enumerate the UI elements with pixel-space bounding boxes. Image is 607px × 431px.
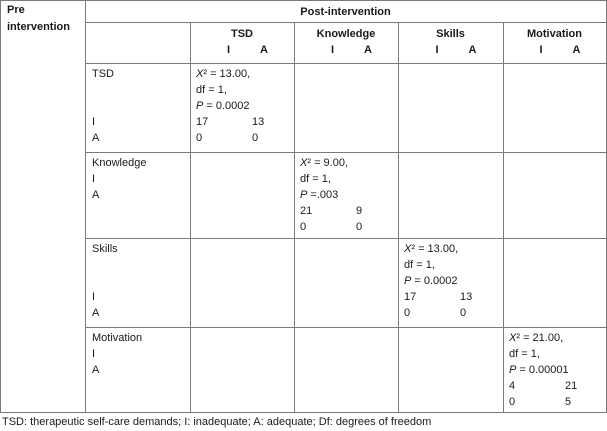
domain-header-skills: Skills — [436, 28, 465, 40]
row-sub-label-inadequate: I — [92, 173, 96, 185]
sub-header-adequate: A — [468, 44, 477, 56]
statistic-line: df = 1, — [509, 348, 540, 360]
sub-header-adequate: A — [572, 44, 581, 56]
column-divider — [294, 22, 295, 413]
sub-header-inadequate: I — [331, 44, 335, 56]
statistic-line: X² = 13.00, — [196, 68, 251, 80]
count-adequate: 5 — [565, 396, 572, 408]
row-divider — [85, 152, 607, 153]
sub-header-inadequate: I — [539, 44, 543, 56]
column-divider — [190, 22, 191, 413]
pre-intervention-header: Pre — [7, 4, 25, 16]
count-inadequate: 0 — [404, 307, 411, 319]
sub-header-adequate: A — [260, 44, 268, 56]
sub-header-inadequate: I — [227, 44, 231, 56]
pre-intervention-header: intervention — [7, 21, 70, 33]
table-border-top — [0, 0, 607, 1]
count-inadequate: 17 — [404, 291, 417, 303]
row-label-skills: Skills — [92, 243, 118, 255]
row-divider — [85, 238, 607, 239]
statistic-line: P =.003 — [300, 189, 339, 201]
count-adequate: 13 — [460, 291, 473, 303]
sub-header-inadequate: I — [435, 44, 439, 56]
row-label-knowledge: Knowledge — [92, 157, 147, 169]
row-sub-label-adequate: A — [92, 132, 100, 144]
count-inadequate: 21 — [300, 205, 313, 217]
statistic-line: X² = 9.00, — [300, 157, 349, 169]
statistic-line: P = 0.0002 — [404, 275, 458, 287]
count-inadequate: 0 — [196, 132, 203, 144]
count-adequate: 0 — [460, 307, 467, 319]
count-inadequate: 4 — [509, 380, 516, 392]
header-divider — [85, 22, 607, 23]
row-sub-label-adequate: A — [92, 307, 100, 319]
row-label-motivation: Motivation — [92, 332, 143, 344]
column-divider — [85, 0, 86, 413]
count-adequate: 9 — [356, 205, 363, 217]
count-adequate: 0 — [252, 132, 259, 144]
row-sub-label-inadequate: I — [92, 348, 96, 360]
row-label-tsd: TSD — [92, 68, 114, 80]
statistic-line: X² = 13.00, — [404, 243, 459, 255]
sub-header-adequate: A — [364, 44, 372, 56]
count-inadequate: 0 — [509, 396, 516, 408]
statistic-line: P = 0.00001 — [509, 364, 569, 376]
table-border-bottom — [0, 412, 607, 413]
row-sub-label-adequate: A — [92, 189, 100, 201]
domain-header-motivation: Motivation — [527, 28, 582, 40]
row-divider — [85, 327, 607, 328]
domain-header-knowledge: Knowledge — [316, 28, 376, 40]
statistic-line: X² = 21.00, — [509, 332, 564, 344]
count-adequate: 21 — [565, 380, 578, 392]
row-sub-label-inadequate: I — [92, 291, 96, 303]
row-divider — [85, 63, 607, 64]
statistic-line: df = 1, — [300, 173, 331, 185]
table-footnote: TSD: therapeutic self-care demands; I: inadequate; A: adequate; Df: degrees of freedom — [2, 416, 432, 428]
count-adequate: 13 — [252, 116, 265, 128]
statistic-line: df = 1, — [196, 84, 227, 96]
domain-header-tsd: TSD — [231, 28, 253, 40]
table-border-left — [0, 0, 1, 413]
count-adequate: 0 — [356, 221, 363, 233]
count-inadequate: 0 — [300, 221, 307, 233]
count-inadequate: 17 — [196, 116, 209, 128]
post-intervention-header: Post-intervention — [300, 6, 391, 18]
column-divider — [503, 22, 504, 413]
statistic-line: df = 1, — [404, 259, 435, 271]
statistic-line: P = 0.0002 — [196, 100, 250, 112]
row-sub-label-adequate: A — [92, 364, 100, 376]
row-sub-label-inadequate: I — [92, 116, 96, 128]
column-divider — [398, 22, 399, 413]
